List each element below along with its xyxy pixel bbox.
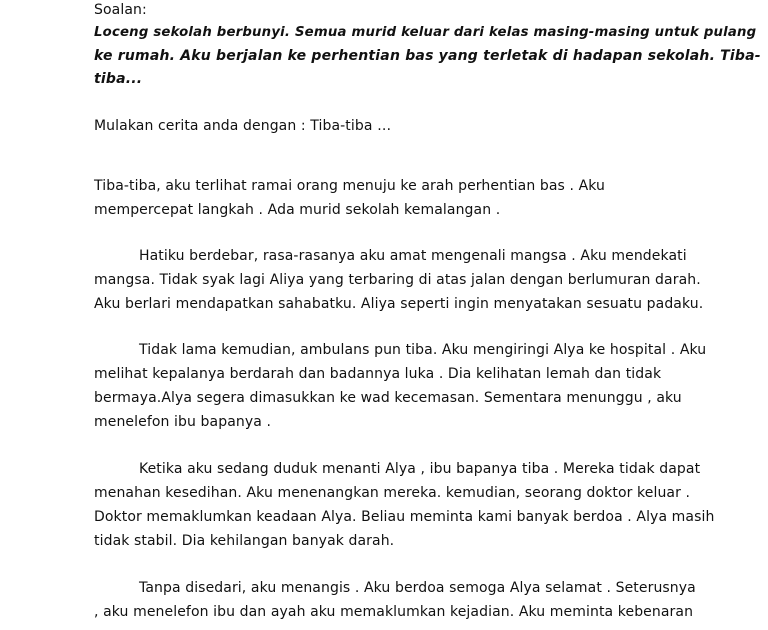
story-p5-line-1: Tanpa disedari, aku menangis . Aku berdoa semoga Alya selamat . Seterusnya	[139, 580, 696, 596]
story-p3-line-1: Tidak lama kemudian, ambulans pun tiba. Aku mengiringi Alya ke hospital . Aku	[139, 342, 707, 358]
story-p4-line-1: Ketika aku sedang duduk menanti Alya , ibu bapanya tiba . Mereka tidak dapat	[139, 461, 701, 477]
question-label: Soalan:	[94, 2, 147, 18]
story-p4-line-2: menahan kesedihan. Aku menenangkan mereka. kemudian, seorang doktor keluar .	[94, 485, 691, 501]
instruction-line: Mulakan cerita anda dengan : Tiba-tiba …	[94, 118, 392, 134]
story-p1-line-1: Tiba-tiba, aku terlihat ramai orang menuju ke arah perhentian bas . Aku	[94, 178, 605, 194]
prompt-line-2: ke rumah. Aku berjalan ke perhentian bas yang terletak di hadapan sekolah. Tiba-	[94, 48, 761, 64]
story-p5-line-2: , aku menelefon ibu dan ayah aku memaklumkan kejadian. Aku meminta kebenaran	[94, 604, 694, 620]
story-p2-line-2: mangsa. Tidak syak lagi Aliya yang terbaring di atas jalan dengan berlumuran darah.	[94, 272, 701, 288]
story-p3-line-4: menelefon ibu bapanya .	[94, 414, 272, 430]
story-p4-line-3: Doktor memaklumkan keadaan Alya. Beliau meminta kami banyak berdoa . Alya masih	[94, 509, 715, 525]
story-p2-line-3: Aku berlari mendapatkan sahabatku. Aliya seperti ingin menyatakan sesuatu padaku.	[94, 296, 704, 312]
story-p1-line-2: mempercepat langkah . Ada murid sekolah kemalangan .	[94, 202, 501, 218]
story-p2-line-1: Hatiku berdebar, rasa-rasanya aku amat mengenali mangsa . Aku mendekati	[139, 248, 687, 264]
story-p3-line-3: bermaya.Alya segera dimasukkan ke wad kecemasan. Sementara menunggu , aku	[94, 390, 682, 406]
prompt-line-1: Loceng sekolah berbunyi. Semua murid keluar dari kelas masing-masing untuk pulang	[94, 25, 757, 40]
prompt-line-3: tiba...	[94, 71, 143, 87]
story-p4-line-4: tidak stabil. Dia kehilangan banyak darah.	[94, 533, 395, 549]
story-p3-line-2: melihat kepalanya berdarah dan badannya luka . Dia kelihatan lemah dan tidak	[94, 366, 662, 382]
